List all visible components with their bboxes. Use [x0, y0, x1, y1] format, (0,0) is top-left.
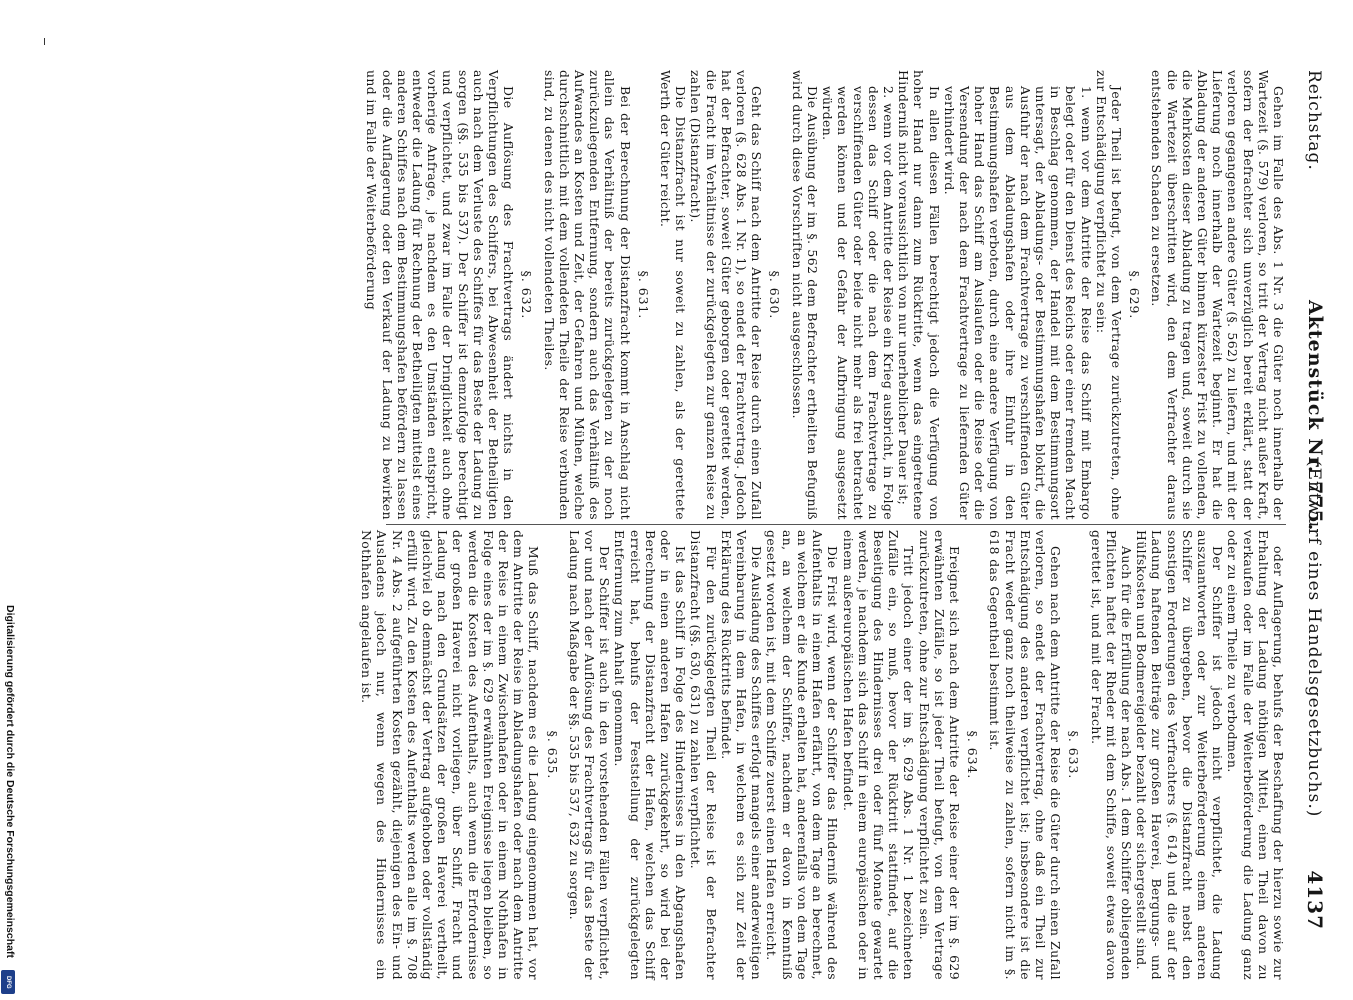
paragraph: Für den zurückgelegten Theil der Reise ist der Befrachter Distanzfracht (§§. 630, 631) zu zahlen verpflichtet. — [688, 530, 719, 980]
section-heading: §. 635. — [544, 730, 560, 780]
digitization-note-text: Digitalisierung gefördert durch die Deutsche Forschungsgemeinschaft — [4, 605, 16, 958]
section-heading: §. 630. — [767, 270, 783, 320]
right-text-column — [359, 530, 1286, 980]
running-header — [1290, 70, 1330, 930]
paragraph: Der Schiffer ist auch in den vorstehenden Fällen verpflichtet, vor und nach der Auflösung des Frachtvertrags für das Beste der Ladung nach Maßgabe der §§. 535 bis 537, 632 zu sorgen. — [566, 530, 613, 980]
section-heading: §. 634. — [965, 730, 981, 780]
paragraph: Jeder Theil ist befugt, von dem Vertrage zurückzutreten, ohne zur Entschädigung verpflichtet zu sein: — [1093, 70, 1124, 520]
paragraph: Der Schiffer ist jedoch nicht verpflichtet, die Ladung auszuantworten oder zur Weiterbeförderung einem anderen Schiffer zu übergeben, bevor die Distanzfracht nebst den sonstigen Forderungen des Verfrachters (§. 614) und die auf der Ladung haftenden Beiträge zur großen Haverei, Bergungs- und Hülfskosten und Bodmereigelder bezahlt oder sichergestellt sind. — [1134, 530, 1226, 980]
paragraph: Auch für die Erfüllung der nach Abs. 1 dem Schiffer obliegenden Pflichten haftet der Rheder mit dem Schiffe, soweit etwas davon gerettet ist, und mit der Fracht. — [1088, 530, 1134, 980]
dfg-logo: DFG — [1, 970, 15, 994]
paragraph: 1. wenn vor dem Antritte der Reise das Schiff mit Embargo belegt oder für den Dienst des Reichs oder einer fremden Macht in Beschlag genommen, der Handel mit dem Bestimmungsort untersagt, der Abladungs- oder Bestimmungshafen blokirt, die Ausfuhr der nach dem Frachtvertrage zu verschiffenden Güter aus dem Abladungshafen oder ihre Einfuhr in den Bestimmungshafen verboten, durch eine andere Verfügung von hoher Hand das Schiff am Auslaufen oder die Reise oder die Versendung der nach dem Frachtvertrage zu liefernden Güter verhindert wird. — [941, 86, 1094, 520]
header-title: (Entwurf eines Handelsgesetzbuchs.) — [1304, 460, 1324, 818]
paragraph: Geht das Schiff nach dem Antritte der Reise durch einen Zufall verloren (§. 628 Abs. 1 Nr. 1), so endet der Frachtvertrag. Jedoch hat der Befrachter, soweit Güter geborgen oder gerettet werden, die Fracht im Verhältnisse der zurückgelegten zur ganzen Reise zu zahlen (Distanzfracht). — [688, 70, 765, 520]
header-left: Reichstag. — [1304, 70, 1324, 171]
paragraph: oder Auflagerung, behufs der Beschaffung der hierzu sowie zur Erhaltung der Ladung nöthigen Mittel, einen Theil davon zu verkaufen oder im Falle der Weiterbeförderung die Ladung ganz oder zu einem Theile zu verbodmen. — [1225, 530, 1286, 980]
margin-tick-mark — [44, 38, 45, 45]
digitization-note — [2, 605, 16, 995]
section-heading: §. 633. — [1066, 730, 1082, 780]
paragraph: Die Frist wird, wenn der Schiffer das Hinderniß während des Aufenthalts in einem Hafen erfährt, von dem Tage an berechnet, an welchem er die Kunde erhalten hat, anderenfalls von dem Tage an, an welchem der Schiffer, nachdem er davon in Kenntniß gesetzt worden ist, mit dem Schiffe zuerst einen Hafen erreicht. — [764, 530, 841, 980]
paragraph: Ereignet sich nach dem Antritte der Reise einer der im §. 629 erwähnten Zufälle, so ist jeder Theil befugt, von dem Vertrage zurückzutreten, ohne zur Entschädigung verpflichtet zu sein. — [916, 530, 962, 980]
section-heading: §. 632. — [519, 270, 535, 320]
paragraph: Gehen nach dem Antritte der Reise die Güter durch einen Zufall verloren, so endet der Frachtvertrag, ohne daß ein Theil zur Entschädigung des anderen verpflichtet ist; insbesondere ist die Fracht weder ganz noch theilweise zu zahlen, sofern nicht im §. 618 das Gegentheil bestimmt ist. — [987, 530, 1064, 980]
header-document-number: Aktenstück Nr. 775. — [1304, 300, 1326, 532]
paragraph: Muß das Schiff, nachdem es die Ladung eingenommen hat, vor dem Antritte der Reise im Abladungshafen oder nach dem Antritte der Reise in einem Zwischenhafen oder in einem Nothhafen in Folge eines der im §. 629 erwähnten Ereignisse liegen bleiben, so werden die Kosten des Aufenthalts, auch wenn die Erfordernisse der großen Haverei nicht vorliegen, über Schiff, Fracht und Ladung nach den Grundsätzen der großen Haverei vertheilt, gleichviel ob demnächst der Vertrag aufgehoben oder vollständig erfüllt wird. Zu den Kosten des Aufenthalts werden alle im §. 708 Nr. 4 Abs. 2 aufgeführten Kosten gezählt, diejenigen des Ein- und Ausladens jedoch nur, wenn wegen des Hindernisses ein Nothhafen angelaufen ist. — [359, 530, 542, 980]
paragraph: Die Distanzfracht ist nur soweit zu zahlen, als der gerettete Werth der Güter reicht. — [658, 70, 689, 520]
paragraph: Bei der Berechnung der Distanzfracht kommt in Anschlag nicht allein das Verhältniß der bereits zurückgelegten zu der noch zurückzulegenden Entfernung, sondern auch das Verhältniß des Aufwandes an Kosten und Zeit, der Gefahren und Mühen, welche durchschnittlich mit dem vollendeten Theile der Reise verbunden sind, zu denen des nicht vollendeten Theiles. — [541, 70, 633, 520]
paragraph: In allen diesen Fällen berechtigt jedoch die Verfügung von hoher Hand nur dann zum Rücktritte, wenn das eingetretene Hinderniß nicht voraussichtlich von nur unerheblicher Dauer ist; — [896, 70, 942, 520]
scanned-page — [359, 0, 1330, 1000]
page-number: 4137 — [1303, 870, 1327, 930]
section-heading: §. 631. — [635, 270, 651, 320]
paragraph: 2. wenn vor dem Antritte der Reise ein Krieg ausbricht, in Folge dessen das Schiff oder die nach dem Frachtvertrage zu verschiffenden Güter oder beide nicht mehr als frei betrachtet werden können und der Gefahr der Aufbringung ausgesetzt würden. — [820, 86, 896, 520]
paragraph: Ist das Schiff in Folge des Hindernisses in den Abgangshafen oder in einen anderen Hafen zurückgekehrt, so wird bei der Berechnung der Distanzfracht der Hafen, welchen das Schiff erreicht hat, behufs der Feststellung der zurückgelegten Entfernung zum Anhalt genommen. — [612, 530, 689, 980]
paragraph: Tritt jedoch einer der im §. 629 Abs. 1 Nr. 1 bezeichneten Zufälle ein, so muß, bevor der Rücktritt stattfindet, auf die Beseitigung des Hindernisses drei oder fünf Monate gewartet werden, je nachdem sich das Schiff in einem europäischen oder in einem außereuropäischen Hafen befindet. — [840, 530, 917, 980]
paragraph: Gehen im Falle des Abs. 1 Nr. 3 die Güter noch innerhalb der Wartezeit (§. 579) verloren, so tritt der Vertrag nicht außer Kraft, sofern der Befrachter sich unverzüglich bereit erklärt, statt der verloren gegangenen andere Güter (§. 562) zu liefern, und mit der Lieferung noch innerhalb der Wartezeit beginnt. Er hat die Abladung der anderen Güter binnen kürzester Frist zu vollenden, die Mehrkosten dieser Abladung zu tragen und, soweit durch sie die Wartezeit überschritten wird, den dem Verfrachter daraus entstehenden Schaden zu ersetzen. — [1149, 70, 1286, 520]
left-text-column — [364, 70, 1286, 520]
section-heading: §. 629. — [1127, 270, 1143, 320]
column-divider — [386, 524, 1286, 525]
paragraph: Die Auflösung des Frachtvertrags ändert nichts in den Verpflichtungen des Schiffers, bei Abwesenheit der Betheiligten auch nach dem Verluste des Schiffes für das Beste der Ladung zu sorgen (§§. 535 bis 537). Der Schiffer ist demzufolge berechtigt und verpflichtet, und zwar im Falle der Dringlichkeit auch ohne vorherige Anfrage, je nachdem es den Umständen entspricht, entweder die Ladung für Rechnung der Betheiligten mittelst eines anderen Schiffes nach dem Bestimmungshafen befördern zu lassen oder die Auflagerung oder den Verkauf der Ladung zu bewirken und im Falle der Weiterbeförderung — [364, 70, 517, 520]
paragraph: Die Ausübung der im §. 562 dem Befrachter ertheilten Befugniß wird durch diese Vorschriften nicht ausgeschlossen. — [789, 70, 820, 520]
paragraph: Die Ausladung des Schiffes erfolgt mangels einer anderweitigen Vereinbarung in dem Hafen, in welchem es sich zur Zeit der Erklärung des Rücktritts befindet. — [718, 530, 765, 980]
